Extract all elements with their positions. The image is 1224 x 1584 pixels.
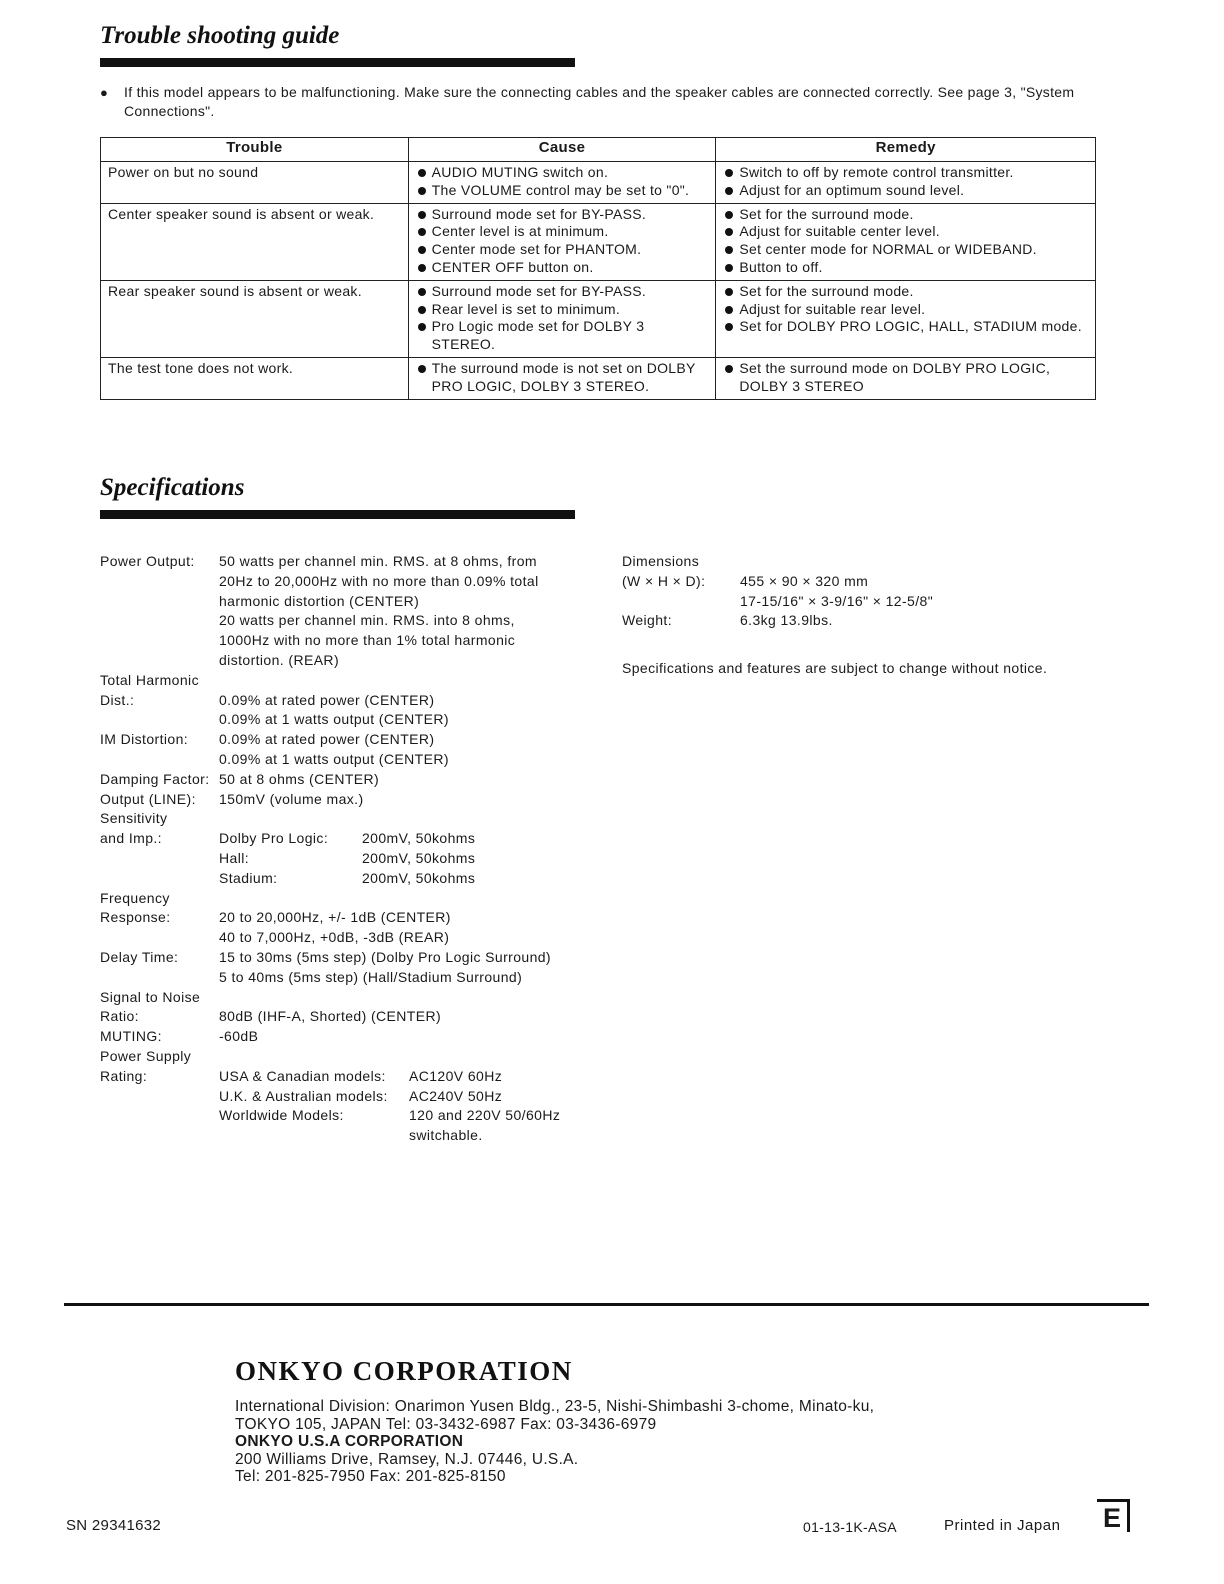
spec-row	[100, 968, 620, 988]
table-row	[101, 280, 1096, 357]
cause-item: Center level is at minimum.	[416, 223, 710, 241]
spec-value: 50 watts per channel min. RMS. at 8 ohms, from	[219, 553, 537, 569]
remedy-item: Set for the surround mode.	[723, 206, 1089, 224]
usa-address-line: 200 Williams Drive, Ramsey, N.J. 07446, U.S.A.	[235, 1450, 579, 1468]
table-row	[101, 203, 1096, 280]
spec-value: 20 to 20,000Hz, +/- 1dB (CENTER)	[219, 909, 451, 926]
cause-item: Surround mode set for BY-PASS.	[416, 206, 710, 224]
spec-row	[100, 611, 620, 631]
spec-row	[100, 988, 620, 1008]
spec-sublabel: Stadium:	[219, 869, 278, 886]
spec-value: 200mV, 50kohms	[362, 830, 476, 847]
spec-label: Ratio:	[100, 1008, 139, 1025]
spec-label: Frequency	[100, 889, 170, 906]
specifications-title: Specifications	[100, 474, 245, 501]
spec-label: Response:	[100, 909, 171, 926]
spec-label: Delay Time:	[100, 948, 179, 965]
spec-value: 0.09% at 1 watts output (CENTER)	[219, 750, 449, 767]
spec-row	[100, 631, 620, 651]
spec-list	[100, 552, 620, 1146]
spec-label: and Imp.:	[100, 830, 162, 847]
spec-row	[100, 1067, 620, 1087]
spec-label: Power Output:	[100, 553, 195, 569]
trouble-cell: Power on but no sound	[101, 162, 409, 204]
cause-cell	[408, 162, 716, 204]
cause-cell	[408, 357, 716, 399]
spec-label: Damping Factor:	[100, 770, 210, 787]
cause-cell	[408, 280, 716, 357]
usa-address-line: Tel: 201-825-7950 Fax: 201-825-8150	[235, 1468, 506, 1485]
spec-label: Weight:	[622, 612, 673, 629]
spec-value: 50 at 8 ohms (CENTER)	[219, 770, 380, 787]
spec-row	[100, 691, 620, 711]
spec-row	[100, 889, 620, 909]
remedy-item: Button to off.	[723, 259, 1089, 277]
printed-in: Printed in Japan	[944, 1517, 1061, 1534]
spec-value: 40 to 7,000Hz, +0dB, -3dB (REAR)	[219, 929, 450, 946]
cause-item: Surround mode set for BY-PASS.	[416, 283, 710, 301]
spec-label: Power Supply	[100, 1047, 192, 1064]
spec-row	[622, 659, 1122, 679]
spec-row	[100, 710, 620, 730]
spec-row	[100, 1007, 620, 1027]
cause-item: The VOLUME control may be set to "0".	[416, 182, 710, 200]
remedy-item: Set for the surround mode.	[723, 283, 1089, 301]
spec-row	[100, 651, 620, 671]
heading-rule	[100, 58, 575, 67]
spec-label: Output (LINE):	[100, 790, 196, 807]
cause-item: Pro Logic mode set for DOLBY 3 STEREO.	[416, 318, 710, 354]
spec-row	[100, 730, 620, 750]
spec-value: harmonic distortion (CENTER)	[219, 592, 420, 609]
remedy-cell	[716, 203, 1096, 280]
print-code: 01-13-1K-ASA	[803, 1519, 897, 1535]
spec-label: MUTING:	[100, 1028, 162, 1045]
header-trouble: Trouble	[101, 138, 409, 162]
spec-row	[100, 572, 620, 592]
spec-value: switchable.	[409, 1127, 483, 1144]
bullet-icon: ●	[100, 85, 109, 100]
spec-value: 150mV (volume max.)	[219, 790, 364, 807]
spec-value: 20Hz to 20,000Hz with no more than 0.09% total	[219, 572, 539, 589]
cause-item: AUDIO MUTING switch on.	[416, 164, 710, 182]
remedy-item: Set center mode for NORMAL or WIDEBAND.	[723, 241, 1089, 259]
troubleshooting-title: Trouble shooting guide	[100, 22, 340, 49]
remedy-item: Switch to off by remote control transmitter.	[723, 164, 1089, 182]
spec-sublabel: Dolby Pro Logic:	[219, 830, 329, 847]
usa-company-name: ONKYO U.S.A CORPORATION	[235, 1433, 464, 1450]
remedy-cell	[716, 357, 1096, 399]
cause-item: Center mode set for PHANTOM.	[416, 241, 710, 259]
spec-value: 80dB (IHF-A, Shorted) (CENTER)	[219, 1008, 442, 1025]
header-remedy: Remedy	[716, 138, 1096, 162]
footer-rule	[64, 1303, 1149, 1306]
spec-value: -60dB	[219, 1028, 259, 1045]
spec-row	[622, 572, 1122, 592]
remedy-item: Set the surround mode on DOLBY PRO LOGIC, DOLBY 3 STEREO	[723, 360, 1089, 396]
spec-row	[100, 1126, 620, 1146]
serial-number: SN 29341632	[66, 1517, 162, 1534]
trouble-cell: Rear speaker sound is absent or weak.	[101, 280, 409, 357]
trouble-cell: Center speaker sound is absent or weak.	[101, 203, 409, 280]
address-block	[235, 1398, 874, 1486]
table-row	[101, 162, 1096, 204]
spec-label: (W × H × D):	[622, 572, 706, 589]
spec-label: Rating:	[100, 1067, 148, 1084]
remedy-item: Adjust for an optimum sound level.	[723, 182, 1089, 200]
spec-label: Sensitivity	[100, 810, 168, 827]
spec-value: 20 watts per channel min. RMS. into 8 ohms,	[219, 612, 515, 629]
trouble-cell: The test tone does not work.	[101, 357, 409, 399]
spec-value: AC240V 50Hz	[409, 1087, 503, 1104]
cause-item: The surround mode is not set on DOLBY PRO LOGIC, DOLBY 3 STEREO.	[416, 360, 710, 396]
spec-label: IM Distortion:	[100, 731, 189, 748]
spec-value: 1000Hz with no more than 1% total harmonic	[219, 632, 516, 649]
spec-value: distortion. (REAR)	[219, 651, 340, 668]
intro-note-text: If this model appears to be malfunctioning. Make sure the connecting cables and the speaker cables are connected correctly. See page 3, "System Connections".	[124, 84, 1075, 119]
spec-value: 120 and 220V 50/60Hz	[409, 1107, 561, 1124]
spec-list-right	[622, 552, 1122, 679]
heading-rule	[100, 510, 575, 519]
spec-label: Dist.:	[100, 691, 135, 708]
spec-row	[100, 770, 620, 790]
spec-label: Total Harmonic	[100, 671, 199, 688]
spec-row	[100, 671, 620, 691]
spec-value: 5 to 40ms (5ms step) (Hall/Stadium Surround)	[219, 968, 523, 985]
cause-cell	[408, 203, 716, 280]
cause-item: CENTER OFF button on.	[416, 259, 710, 277]
spec-sublabel: U.K. & Australian models:	[219, 1087, 388, 1104]
spec-row	[100, 928, 620, 948]
spec-row	[100, 908, 620, 928]
troubleshooting-table	[100, 137, 1096, 400]
spec-notice: Specifications and features are subject to change without notice.	[622, 660, 1048, 677]
remedy-item: Adjust for suitable rear level.	[723, 301, 1089, 319]
remedy-cell	[716, 162, 1096, 204]
remedy-item: Adjust for suitable center level.	[723, 223, 1089, 241]
brand-logo: ONKYO CORPORATION	[235, 1356, 573, 1386]
spec-row	[100, 809, 620, 829]
spec-value: 0.09% at rated power (CENTER)	[219, 691, 435, 708]
table-header-row	[101, 138, 1096, 162]
spec-row	[100, 1027, 620, 1047]
language-mark: E	[1097, 1499, 1130, 1532]
spec-row	[100, 790, 620, 810]
spec-row	[100, 869, 620, 889]
spec-sublabel: Worldwide Models:	[219, 1107, 344, 1124]
spec-label: Dimensions	[622, 553, 700, 569]
spec-value: 15 to 30ms (5ms step) (Dolby Pro Logic Surround)	[219, 948, 551, 965]
intro-note	[100, 83, 1095, 121]
spec-row	[622, 611, 1122, 631]
spec-value: 17-15/16" × 3-9/16" × 12-5/8"	[740, 592, 934, 609]
spec-value: 455 × 90 × 320 mm	[740, 572, 869, 589]
remedy-cell	[716, 280, 1096, 357]
spec-value: 0.09% at 1 watts output (CENTER)	[219, 711, 449, 728]
spec-value: 200mV, 50kohms	[362, 849, 476, 866]
spec-sublabel: Hall:	[219, 849, 250, 866]
spec-row	[100, 829, 620, 849]
spec-row	[622, 592, 1122, 612]
spec-row	[100, 552, 620, 572]
spec-value: 0.09% at rated power (CENTER)	[219, 731, 435, 748]
spec-row	[100, 592, 620, 612]
spec-value: 6.3kg 13.9lbs.	[740, 612, 833, 629]
cause-item: Rear level is set to minimum.	[416, 301, 710, 319]
spec-row	[622, 552, 1122, 572]
spec-value: AC120V 60Hz	[409, 1067, 503, 1084]
spec-row	[100, 750, 620, 770]
spec-row	[100, 1047, 620, 1067]
intl-address-line: TOKYO 105, JAPAN Tel: 03-3432-6987 Fax: 03-3436-6979	[235, 1415, 657, 1433]
spec-row	[100, 849, 620, 869]
header-cause: Cause	[408, 138, 716, 162]
spec-row	[100, 1106, 620, 1126]
spec-sublabel: USA & Canadian models:	[219, 1067, 386, 1084]
spec-row	[100, 1087, 620, 1107]
remedy-item: Set for DOLBY PRO LOGIC, HALL, STADIUM mode.	[723, 318, 1089, 336]
spec-label: Signal to Noise	[100, 988, 201, 1005]
table-row	[101, 357, 1096, 399]
intl-address-line: International Division: Onarimon Yusen Bldg., 23-5, Nishi-Shimbashi 3-chome, Minato-ku,	[235, 1398, 875, 1415]
spec-row	[100, 948, 620, 968]
spec-value: 200mV, 50kohms	[362, 869, 476, 886]
